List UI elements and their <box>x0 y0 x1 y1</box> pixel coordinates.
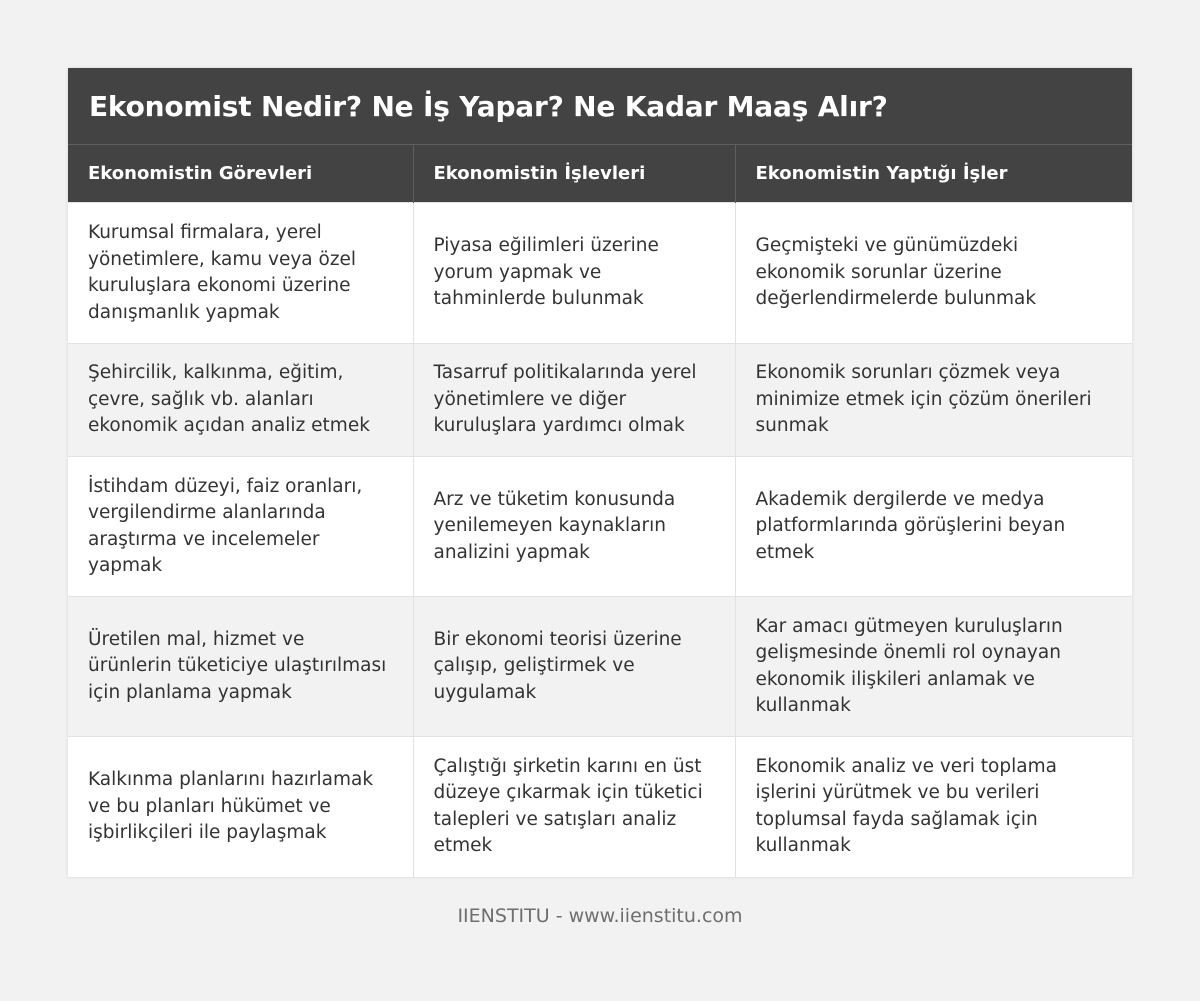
table-cell: Tasarruf politikalarında yerel yönetimlere ve diğer kuruluşlara yardımcı olmak <box>413 344 735 457</box>
duties-table <box>68 144 1132 877</box>
table-header-row <box>68 145 1132 203</box>
table-cell: Arz ve tüketim konusunda yenilemeyen kaynakların analizini yapmak <box>413 457 735 597</box>
table-cell: Ekonomik analiz ve veri toplama işlerini yürütmek ve bu verileri toplumsal fayda sağlamak için kullanmak <box>735 737 1132 877</box>
table-row <box>68 737 1132 877</box>
table-cell: Piyasa eğilimleri üzerine yorum yapmak ve tahminlerde bulunmak <box>413 203 735 344</box>
table-cell: Kurumsal firmalara, yerel yönetimlere, kamu veya özel kuruluşlara ekonomi üzerine danışmanlık yapmak <box>68 203 413 344</box>
table-row <box>68 344 1132 457</box>
table-cell: Kar amacı gütmeyen kuruluşların gelişmesinde önemli rol oynayan ekonomik ilişkileri anlamak ve kullanmak <box>735 597 1132 737</box>
table-cell: Şehircilik, kalkınma, eğitim, çevre, sağlık vb. alanları ekonomik açıdan analiz etmek <box>68 344 413 457</box>
table-row <box>68 597 1132 737</box>
table-cell: Kalkınma planlarını hazırlamak ve bu planları hükümet ve işbirlikçileri ile paylaşmak <box>68 737 413 877</box>
title-bar <box>68 68 1132 144</box>
table-row <box>68 457 1132 597</box>
table-cell: İstihdam düzeyi, faiz oranları, vergilendirme alanlarında araştırma ve incelemeler yapmak <box>68 457 413 597</box>
column-header-duties: Ekonomistin Görevleri <box>68 145 413 203</box>
column-header-functions: Ekonomistin İşlevleri <box>413 145 735 203</box>
table-cell: Üretilen mal, hizmet ve ürünlerin tüketiciye ulaştırılması için planlama yapmak <box>68 597 413 737</box>
table-cell: Akademik dergilerde ve medya platformlarında görüşlerini beyan etmek <box>735 457 1132 597</box>
page-title: Ekonomist Nedir? Ne İş Yapar? Ne Kadar Maaş Alır? <box>89 89 888 123</box>
info-table-card <box>68 68 1132 877</box>
table-cell: Bir ekonomi teorisi üzerine çalışıp, geliştirmek ve uygulamak <box>413 597 735 737</box>
column-header-tasks: Ekonomistin Yaptığı İşler <box>735 145 1132 203</box>
table-cell: Çalıştığı şirketin karını en üst düzeye çıkarmak için tüketici talepleri ve satışları analiz etmek <box>413 737 735 877</box>
table-cell: Ekonomik sorunları çözmek veya minimize etmek için çözüm önerileri sunmak <box>735 344 1132 457</box>
table-row <box>68 203 1132 344</box>
footer-credit: IIENSTITU - www.iienstitu.com <box>457 905 743 927</box>
table-cell: Geçmişteki ve günümüzdeki ekonomik sorunlar üzerine değerlendirmelerde bulunmak <box>735 203 1132 344</box>
